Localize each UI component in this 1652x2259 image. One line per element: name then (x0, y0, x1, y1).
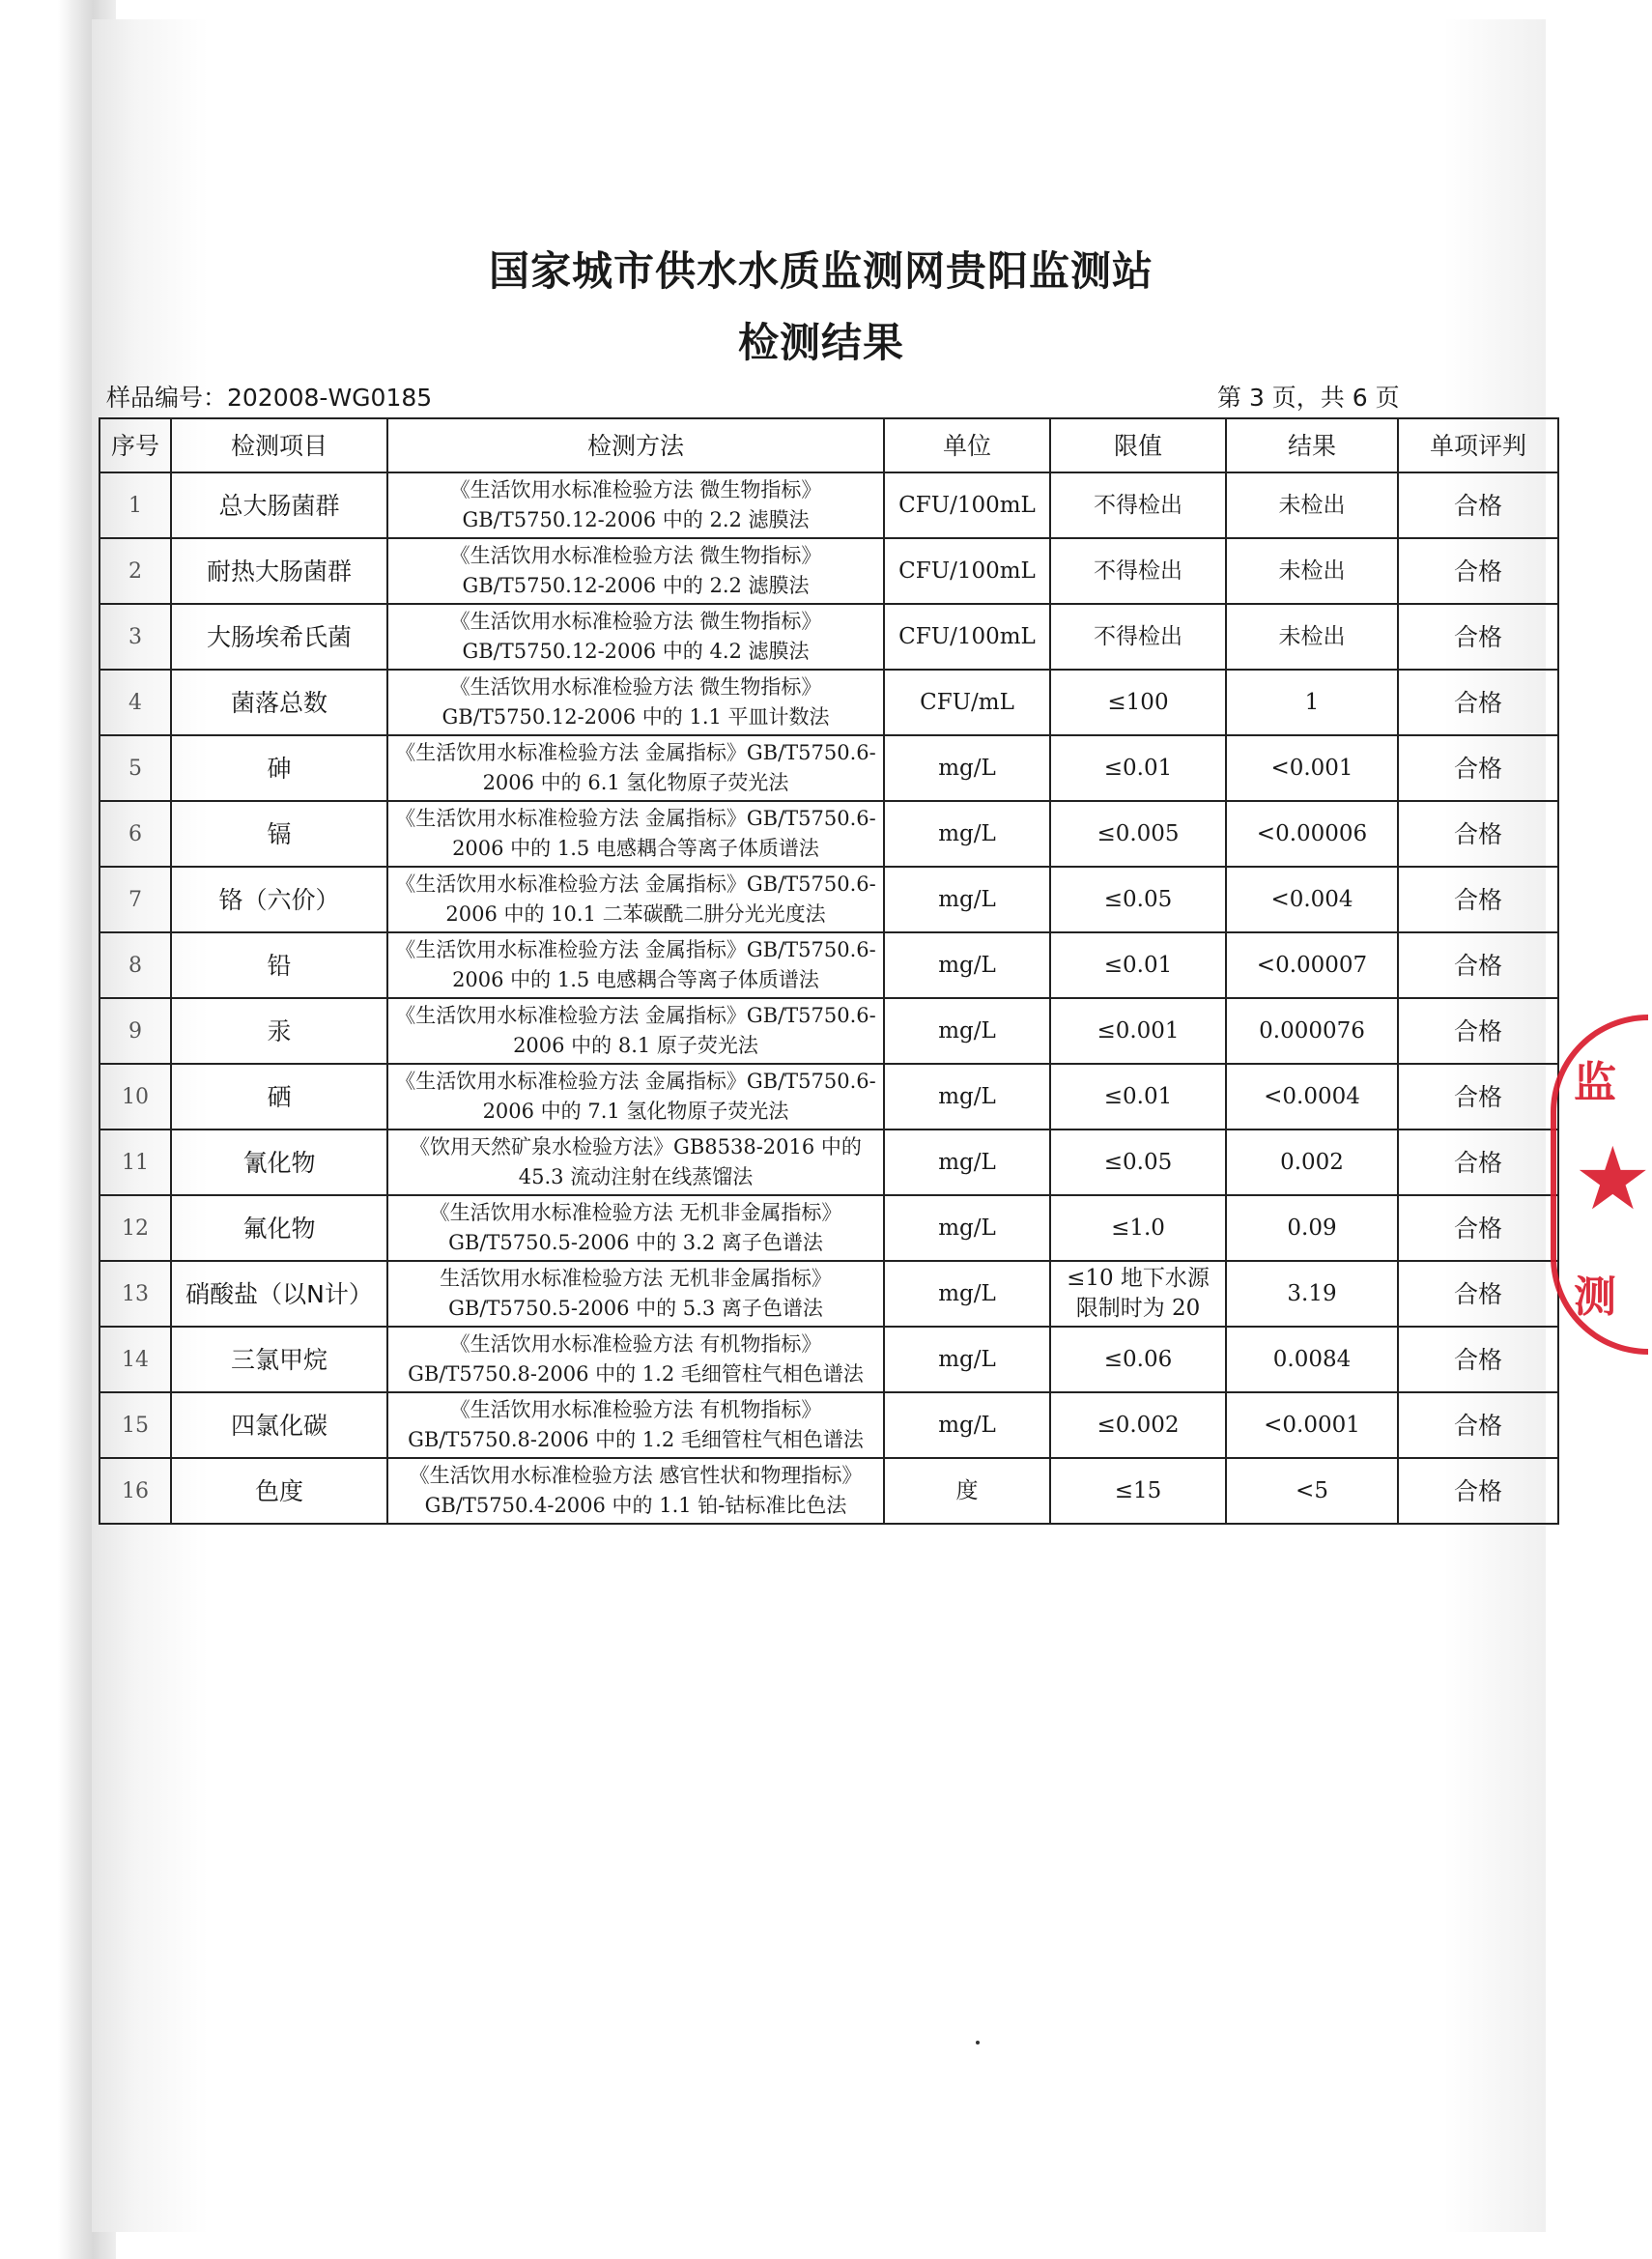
cell-limit: ≤0.001 (1050, 998, 1226, 1064)
cell-method: 《生活饮用水标准检验方法 金属指标》GB/T5750.6-2006 中的 1.5 电感耦合等离子体质谱法 (387, 932, 884, 998)
col-header-judge: 单项评判 (1398, 418, 1558, 472)
cell-limit: ≤0.01 (1050, 1064, 1226, 1130)
cell-no: 7 (100, 867, 171, 932)
table-header-row (100, 418, 1558, 472)
table-row (100, 670, 1558, 735)
col-header-method: 检测方法 (387, 418, 884, 472)
cell-unit: CFU/mL (884, 670, 1050, 735)
table-row (100, 538, 1558, 604)
cell-item: 硒 (171, 1064, 387, 1130)
cell-unit: mg/L (884, 998, 1050, 1064)
cell-unit: CFU/100mL (884, 472, 1050, 538)
cell-limit: ≤1.0 (1050, 1195, 1226, 1261)
table-row (100, 1392, 1558, 1458)
col-header-result: 结果 (1226, 418, 1398, 472)
cell-unit: mg/L (884, 1195, 1050, 1261)
star-icon: ★ (1574, 1129, 1652, 1230)
cell-limit: ≤0.05 (1050, 1130, 1226, 1195)
cell-method: 《生活饮用水标准检验方法 感官性状和物理指标》GB/T5750.4-2006 中的 1.1 铂-钴标准比色法 (387, 1458, 884, 1524)
cell-limit: ≤0.01 (1050, 932, 1226, 998)
cell-no: 10 (100, 1064, 171, 1130)
col-header-item: 检测项目 (171, 418, 387, 472)
cell-judge: 合格 (1398, 735, 1558, 801)
report-subtitle: 检测结果 (737, 319, 904, 366)
cell-method: 《生活饮用水标准检验方法 金属指标》GB/T5750.6-2006 中的 1.5 电感耦合等离子体质谱法 (387, 801, 884, 867)
cell-method: 《生活饮用水标准检验方法 金属指标》GB/T5750.6-2006 中的 8.1 原子荧光法 (387, 998, 884, 1064)
cell-item: 菌落总数 (171, 670, 387, 735)
cell-result: 未检出 (1226, 472, 1398, 538)
cell-limit: 不得检出 (1050, 604, 1226, 670)
page-number: 第 3 页，共 6 页 (1217, 384, 1400, 412)
table-row (100, 801, 1558, 867)
cell-unit: mg/L (884, 1327, 1050, 1392)
official-seal (1551, 1015, 1652, 1355)
cell-result: <0.00007 (1226, 932, 1398, 998)
cell-result: <0.0001 (1226, 1392, 1398, 1458)
cell-method: 《生活饮用水标准检验方法 有机物指标》GB/T5750.8-2006 中的 1.2 毛细管柱气相色谱法 (387, 1392, 884, 1458)
results-table (99, 417, 1559, 1525)
cell-no: 9 (100, 998, 171, 1064)
cell-judge: 合格 (1398, 670, 1558, 735)
cell-limit: ≤100 (1050, 670, 1226, 735)
table-row (100, 867, 1558, 932)
cell-no: 12 (100, 1195, 171, 1261)
table-row (100, 735, 1558, 801)
cell-limit: 不得检出 (1050, 472, 1226, 538)
cell-judge: 合格 (1398, 1327, 1558, 1392)
cell-judge: 合格 (1398, 472, 1558, 538)
cell-unit: mg/L (884, 735, 1050, 801)
cell-no: 16 (100, 1458, 171, 1524)
cell-result: 未检出 (1226, 604, 1398, 670)
cell-item: 砷 (171, 735, 387, 801)
cell-judge: 合格 (1398, 932, 1558, 998)
cell-no: 2 (100, 538, 171, 604)
scan-speck (976, 2041, 980, 2045)
table-row (100, 1195, 1558, 1261)
cell-result: <0.001 (1226, 735, 1398, 801)
cell-result: <0.004 (1226, 867, 1398, 932)
cell-result: <0.00006 (1226, 801, 1398, 867)
cell-unit: mg/L (884, 1064, 1050, 1130)
cell-unit: mg/L (884, 1130, 1050, 1195)
cell-unit: mg/L (884, 1261, 1050, 1327)
cell-item: 氰化物 (171, 1130, 387, 1195)
cell-method: 《饮用天然矿泉水检验方法》GB8538-2016 中的 45.3 流动注射在线蒸馏法 (387, 1130, 884, 1195)
cell-method: 《生活饮用水标准检验方法 有机物指标》GB/T5750.8-2006 中的 1.2 毛细管柱气相色谱法 (387, 1327, 884, 1392)
cell-judge: 合格 (1398, 998, 1558, 1064)
report-title: 国家城市供水水质监测网贵阳监测站 (488, 247, 1154, 295)
cell-result: 0.0084 (1226, 1327, 1398, 1392)
table-row (100, 472, 1558, 538)
col-header-unit: 单位 (884, 418, 1050, 472)
cell-no: 6 (100, 801, 171, 867)
cell-method: 《生活饮用水标准检验方法 微生物指标》GB/T5750.12-2006 中的 2.2 滤膜法 (387, 538, 884, 604)
cell-item: 大肠埃希氏菌 (171, 604, 387, 670)
cell-result: <5 (1226, 1458, 1398, 1524)
cell-judge: 合格 (1398, 604, 1558, 670)
cell-result: 未检出 (1226, 538, 1398, 604)
table-row (100, 604, 1558, 670)
cell-result: <0.0004 (1226, 1064, 1398, 1130)
cell-judge: 合格 (1398, 1458, 1558, 1524)
cell-method: 生活饮用水标准检验方法 无机非金属指标》GB/T5750.5-2006 中的 5.3 离子色谱法 (387, 1261, 884, 1327)
cell-no: 5 (100, 735, 171, 801)
cell-judge: 合格 (1398, 538, 1558, 604)
cell-no: 14 (100, 1327, 171, 1392)
cell-limit: ≤10 地下水源限制时为 20 (1050, 1261, 1226, 1327)
cell-result: 3.19 (1226, 1261, 1398, 1327)
cell-method: 《生活饮用水标准检验方法 微生物指标》GB/T5750.12-2006 中的 2.2 滤膜法 (387, 472, 884, 538)
cell-limit: ≤15 (1050, 1458, 1226, 1524)
table-row (100, 1327, 1558, 1392)
cell-method: 《生活饮用水标准检验方法 金属指标》GB/T5750.6-2006 中的 6.1 氢化物原子荧光法 (387, 735, 884, 801)
cell-unit: mg/L (884, 932, 1050, 998)
cell-judge: 合格 (1398, 1130, 1558, 1195)
table-row (100, 1064, 1558, 1130)
cell-judge: 合格 (1398, 1195, 1558, 1261)
table-body (100, 472, 1558, 1524)
cell-limit: ≤0.05 (1050, 867, 1226, 932)
cell-item: 总大肠菌群 (171, 472, 387, 538)
cell-no: 3 (100, 604, 171, 670)
cell-item: 汞 (171, 998, 387, 1064)
sample-number: 样品编号：202008-WG0185 (106, 384, 433, 412)
cell-no: 11 (100, 1130, 171, 1195)
cell-unit: 度 (884, 1458, 1050, 1524)
cell-item: 铅 (171, 932, 387, 998)
cell-unit: mg/L (884, 801, 1050, 867)
cell-no: 13 (100, 1261, 171, 1327)
cell-method: 《生活饮用水标准检验方法 金属指标》GB/T5750.6-2006 中的 10.1 二苯碳酰二肼分光光度法 (387, 867, 884, 932)
cell-result: 0.002 (1226, 1130, 1398, 1195)
col-header-limit: 限值 (1050, 418, 1226, 472)
cell-result: 1 (1226, 670, 1398, 735)
cell-limit: ≤0.005 (1050, 801, 1226, 867)
cell-result: 0.000076 (1226, 998, 1398, 1064)
cell-judge: 合格 (1398, 867, 1558, 932)
cell-item: 镉 (171, 801, 387, 867)
cell-unit: CFU/100mL (884, 604, 1050, 670)
cell-judge: 合格 (1398, 801, 1558, 867)
cell-method: 《生活饮用水标准检验方法 微生物指标》GB/T5750.12-2006 中的 4.2 滤膜法 (387, 604, 884, 670)
cell-method: 《生活饮用水标准检验方法 金属指标》GB/T5750.6-2006 中的 7.1 氢化物原子荧光法 (387, 1064, 884, 1130)
seal-text-bottom: 测 (1574, 1272, 1616, 1322)
cell-limit: ≤0.06 (1050, 1327, 1226, 1392)
cell-item: 铬（六价） (171, 867, 387, 932)
cell-method: 《生活饮用水标准检验方法 无机非金属指标》GB/T5750.5-2006 中的 3.2 离子色谱法 (387, 1195, 884, 1261)
cell-judge: 合格 (1398, 1392, 1558, 1458)
cell-unit: mg/L (884, 1392, 1050, 1458)
table-row (100, 998, 1558, 1064)
cell-limit: ≤0.01 (1050, 735, 1226, 801)
cell-judge: 合格 (1398, 1064, 1558, 1130)
cell-item: 色度 (171, 1458, 387, 1524)
cell-no: 8 (100, 932, 171, 998)
table-row (100, 932, 1558, 998)
seal-text-top: 监 (1574, 1058, 1616, 1107)
cell-limit: ≤0.002 (1050, 1392, 1226, 1458)
cell-no: 4 (100, 670, 171, 735)
col-header-no: 序号 (100, 418, 171, 472)
cell-item: 硝酸盐（以N计） (171, 1261, 387, 1327)
cell-item: 耐热大肠菌群 (171, 538, 387, 604)
table-row (100, 1261, 1558, 1327)
table-row (100, 1130, 1558, 1195)
cell-item: 四氯化碳 (171, 1392, 387, 1458)
table-row (100, 1458, 1558, 1524)
cell-judge: 合格 (1398, 1261, 1558, 1327)
cell-result: 0.09 (1226, 1195, 1398, 1261)
cell-item: 三氯甲烷 (171, 1327, 387, 1392)
cell-unit: CFU/100mL (884, 538, 1050, 604)
cell-item: 氟化物 (171, 1195, 387, 1261)
cell-limit: 不得检出 (1050, 538, 1226, 604)
cell-no: 15 (100, 1392, 171, 1458)
cell-method: 《生活饮用水标准检验方法 微生物指标》GB/T5750.12-2006 中的 1.1 平皿计数法 (387, 670, 884, 735)
cell-unit: mg/L (884, 867, 1050, 932)
cell-no: 1 (100, 472, 171, 538)
